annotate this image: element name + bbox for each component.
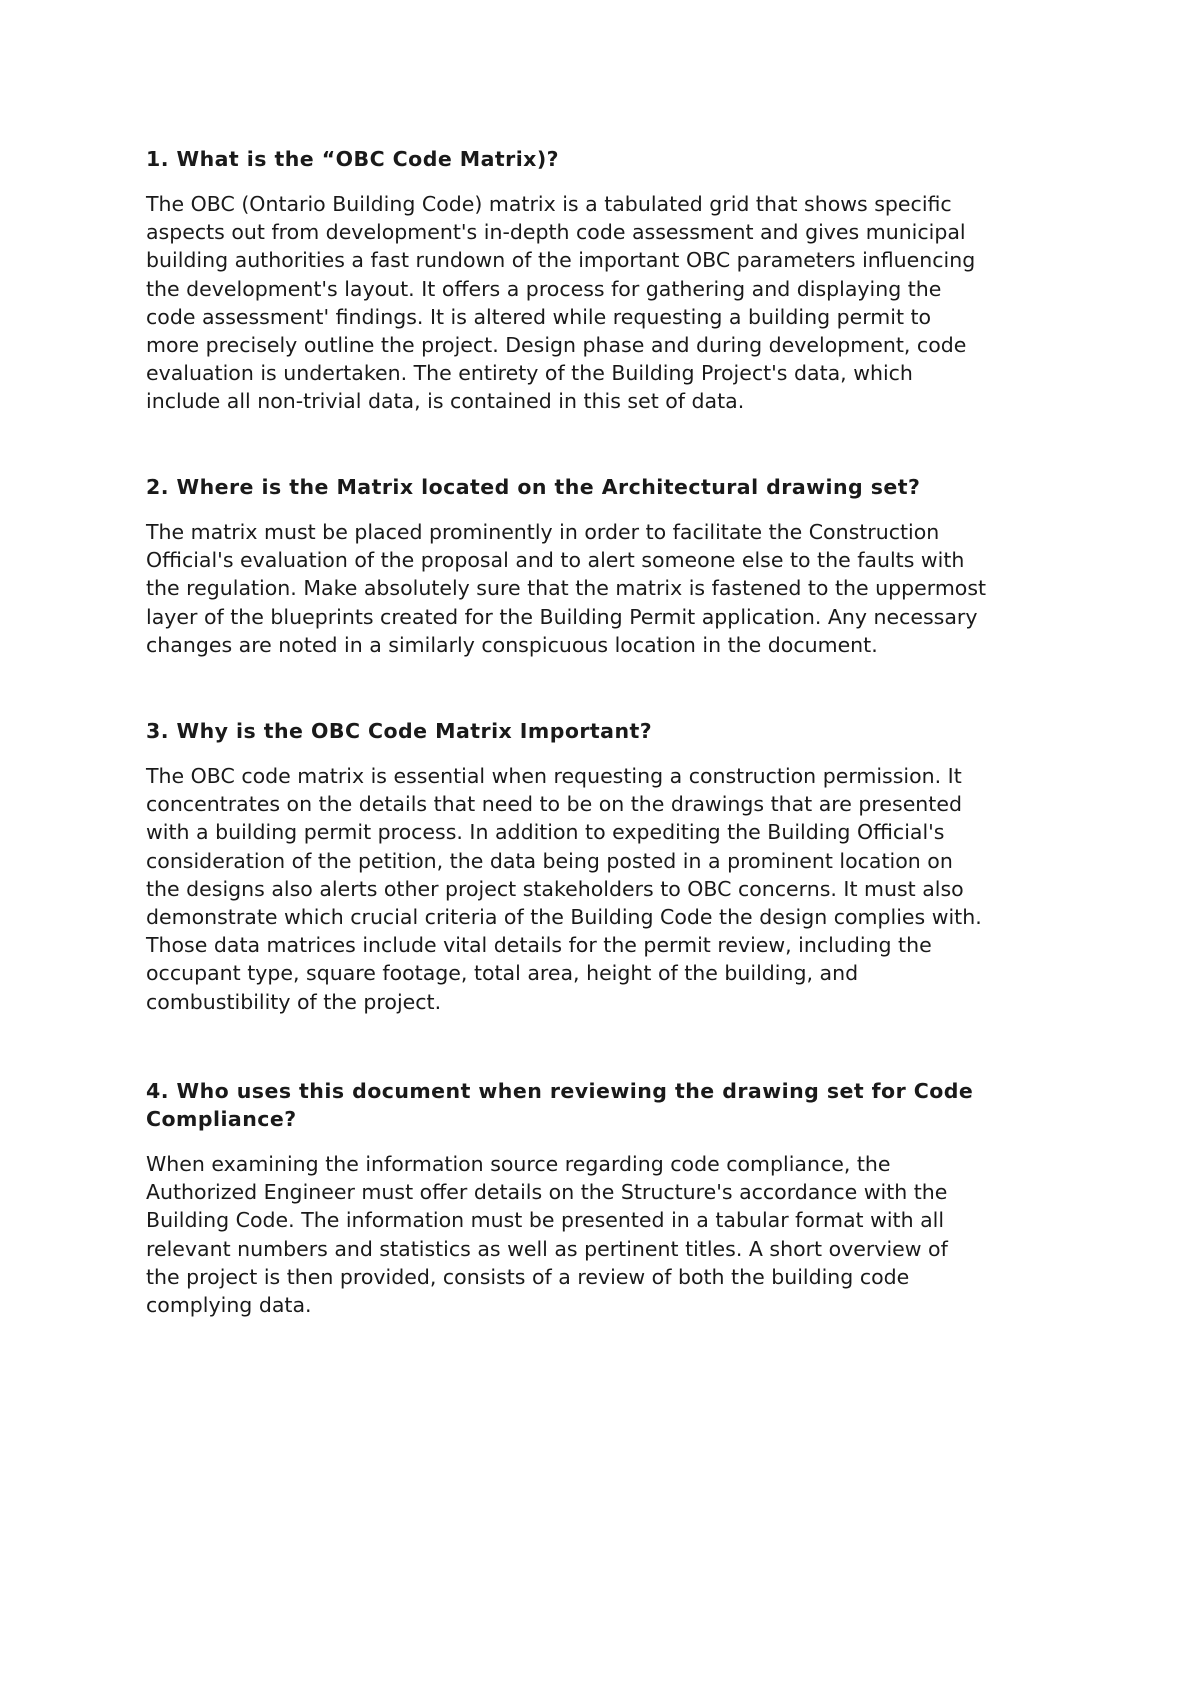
- text-line: the project is then provided, consists of a review of both the building code: [146, 1264, 910, 1289]
- text-line: changes are noted in a similarly conspicuous location in the document.: [146, 632, 878, 657]
- section-matrix-location: [146, 473, 1076, 659]
- section-heading: 2. Where is the Matrix located on the Architectural drawing set?: [146, 475, 921, 499]
- text-line: demonstrate which crucial criteria of the Building Code the design complies with.: [146, 905, 982, 930]
- heading-line: 4. Who uses this document when reviewing the drawing set for Code: [146, 1079, 974, 1103]
- text-line: Authorized Engineer must offer details on the Structure's accordance with the: [146, 1180, 948, 1205]
- section-heading: 1. What is the “OBC Code Matrix)?: [146, 147, 560, 171]
- heading-line: Compliance?: [146, 1107, 297, 1131]
- text-line: The OBC (Ontario Building Code) matrix is a tabulated grid that shows specific: [146, 192, 952, 216]
- text-line: occupant type, square footage, total area, height of the building, and: [146, 961, 859, 986]
- section-matrix-importance: [146, 717, 1076, 1016]
- text-line: evaluation is undertaken. The entirety of the Building Project's data, which: [146, 361, 913, 386]
- section-document-users: [146, 1077, 1076, 1319]
- text-line: concentrates on the details that need to be on the drawings that are presented: [146, 792, 962, 817]
- text-line: complying data.: [146, 1293, 312, 1318]
- text-line: with a building permit process. In addition to expediting the Building Official's: [146, 820, 945, 845]
- text-line: relevant numbers and statistics as well as pertinent titles. A short overview of: [146, 1236, 948, 1261]
- text-line: layer of the blueprints created for the Building Permit application. Any necessary: [146, 604, 978, 629]
- text-line: include all non-trivial data, is contained in this set of data.: [146, 389, 745, 414]
- section-heading: [146, 1077, 1076, 1133]
- text-line: Those data matrices include vital details for the permit review, including the: [146, 933, 932, 958]
- text-line: The matrix must be placed prominently in order to facilitate the Construction: [146, 520, 940, 544]
- text-line: the designs also alerts other project stakeholders to OBC concerns. It must also: [146, 876, 964, 901]
- text-line: Official's evaluation of the proposal and to alert someone else to the faults with: [146, 548, 965, 573]
- text-line: When examining the information source regarding code compliance, the: [146, 1152, 891, 1176]
- section-body: [146, 518, 1076, 659]
- text-line: the regulation. Make absolutely sure that the matrix is fastened to the uppermost: [146, 576, 987, 601]
- section-body: [146, 190, 1076, 416]
- section-body: [146, 762, 1076, 1016]
- text-line: aspects out from development's in-depth code assessment and gives municipal: [146, 220, 966, 245]
- text-line: consideration of the petition, the data being posted in a prominent location on: [146, 848, 953, 873]
- section-obc-code-matrix: [146, 145, 1076, 416]
- text-line: Building Code. The information must be presented in a tabular format with all: [146, 1208, 945, 1233]
- text-line: The OBC code matrix is essential when requesting a construction permission. It: [146, 764, 962, 788]
- section-body: [146, 1150, 1076, 1319]
- text-line: the development's layout. It offers a process for gathering and displaying the: [146, 276, 942, 301]
- section-heading: 3. Why is the OBC Code Matrix Important?: [146, 719, 653, 743]
- text-line: combustibility of the project.: [146, 989, 442, 1014]
- text-line: more precisely outline the project. Design phase and during development, code: [146, 333, 967, 358]
- text-line: code assessment' findings. It is altered while requesting a building permit to: [146, 304, 932, 329]
- text-line: building authorities a fast rundown of the important OBC parameters influencing: [146, 248, 976, 273]
